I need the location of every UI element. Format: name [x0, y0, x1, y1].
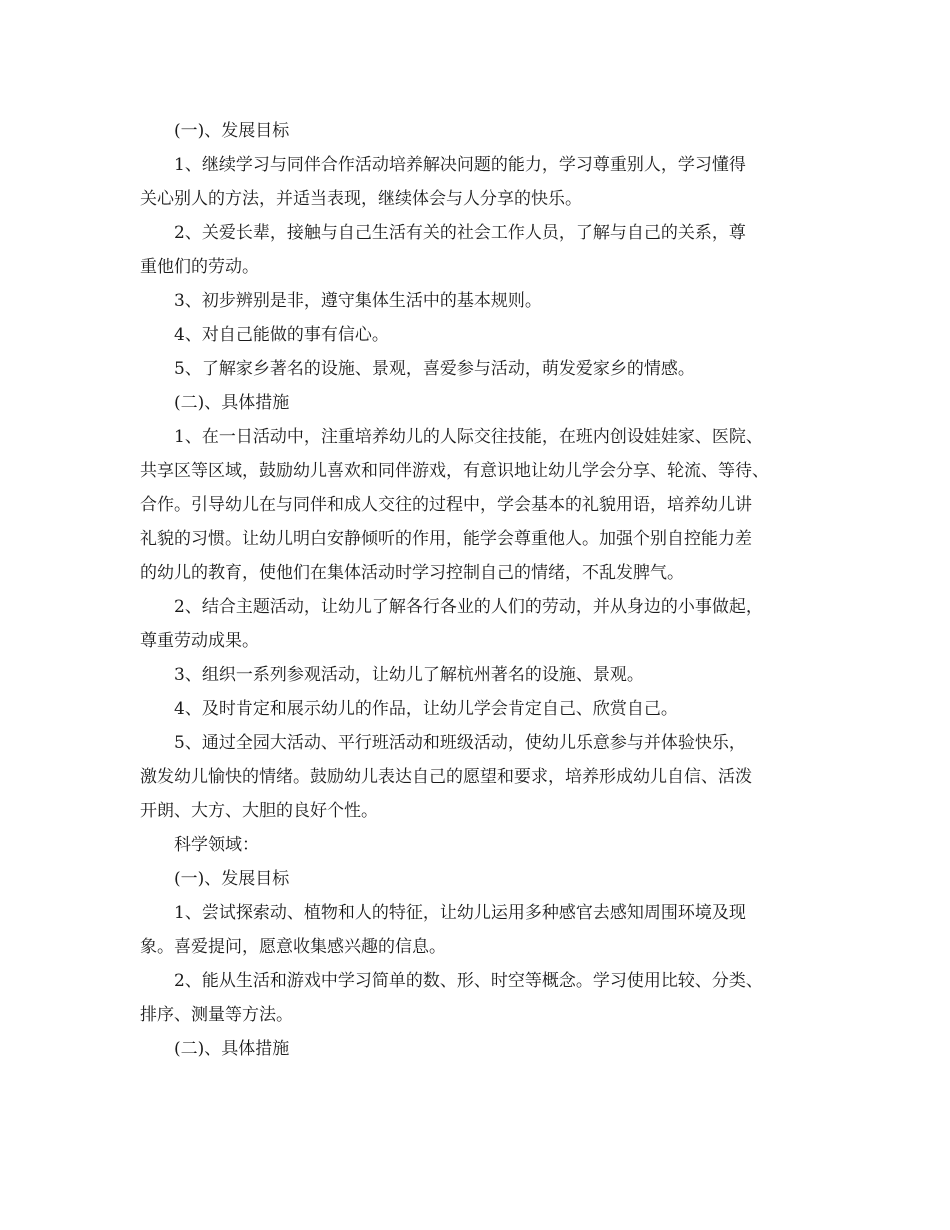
text-line: 合作。引导幼儿在与同伴和成人交往的过程中，学会基本的礼貌用语，培养幼儿讲: [140, 495, 752, 515]
text-line: 5、了解家乡著名的设施、景观，喜爱参与活动，萌发爱家乡的情感。: [174, 359, 695, 379]
text-line: (一)、发展目标: [174, 121, 290, 141]
text-line: 排序、测量等方法。: [140, 1005, 293, 1025]
text-line: 激发幼儿愉快的情绪。鼓励幼儿表达自己的愿望和要求，培养形成幼儿自信、活泼: [140, 767, 752, 787]
document-body: [140, 114, 820, 1066]
text-line: 礼貌的习惯。让幼儿明白安静倾听的作用，能学会尊重他人。加强个别自控能力差: [140, 529, 752, 549]
text-line: 5、通过全园大活动、平行班活动和班级活动，使幼儿乐意参与并体验快乐，: [174, 733, 746, 753]
text-line: 关心别人的方法，并适当表现，继续体会与人分享的快乐。: [140, 189, 582, 209]
text-line: 4、对自己能做的事有信心。: [174, 325, 389, 345]
text-line: 共享区等区域，鼓励幼儿喜欢和同伴游戏，有意识地让幼儿学会分享、轮流、等待、: [140, 461, 769, 481]
text-line: 2、结合主题活动，让幼儿了解各行各业的人们的劳动，并从身边的小事做起，: [174, 597, 763, 617]
text-line: 1、继续学习与同伴合作活动培养解决问题的能力，学习尊重别人，学习懂得: [174, 155, 746, 175]
text-line: 开朗、大方、大胆的良好个性。: [140, 801, 378, 821]
text-line: 象。喜爱提问，愿意收集感兴趣的信息。: [140, 937, 446, 957]
text-line: 4、及时肯定和展示幼儿的作品，让幼儿学会肯定自己、欣赏自己。: [174, 699, 678, 719]
text-line: (一)、发展目标: [174, 869, 290, 889]
text-line: (二)、具体措施: [174, 393, 290, 413]
text-line: 重他们的劳动。: [140, 257, 259, 277]
text-line: 3、初步辨别是非，遵守集体生活中的基本规则。: [174, 291, 542, 311]
text-line: 2、关爱长辈，接触与自己生活有关的社会工作人员，了解与自己的关系，尊: [174, 223, 746, 243]
text-line: 3、组织一系列参观活动，让幼儿了解杭州著名的设施、景观。: [174, 665, 644, 685]
text-line: 1、在一日活动中，注重培养幼儿的人际交往技能，在班内创设娃娃家、医院、: [174, 427, 763, 447]
text-line: 的幼儿的教育，使他们在集体活动时学习控制自己的情绪，不乱发脾气。: [140, 563, 684, 583]
text-line: 2、能从生活和游戏中学习简单的数、形、时空等概念。学习使用比较、分类、: [174, 971, 763, 991]
text-line: 尊重劳动成果。: [140, 631, 259, 651]
text-line: 1、尝试探索动、植物和人的特征，让幼儿运用多种感官去感知周围环境及现: [174, 903, 746, 923]
text-line: (二)、具体措施: [174, 1039, 290, 1059]
text-line: 科学领域：: [174, 835, 259, 855]
